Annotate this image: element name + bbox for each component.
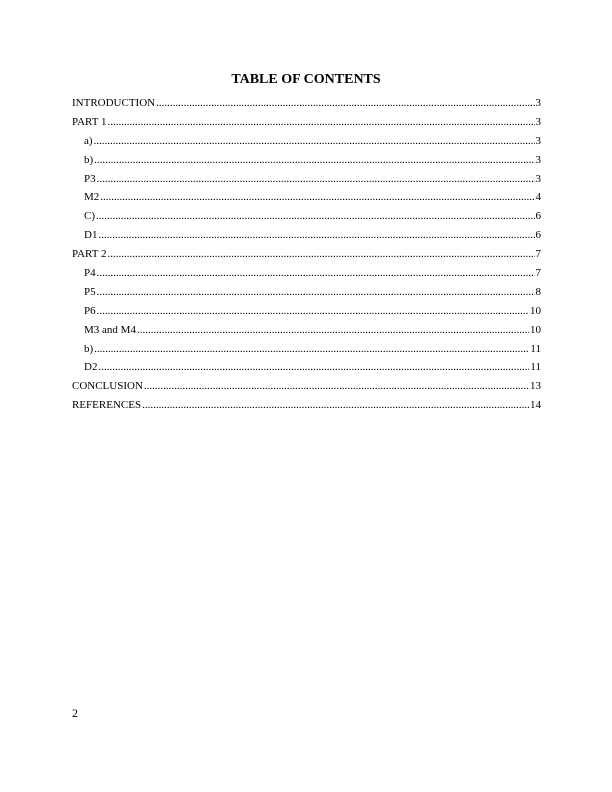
page-number: 2: [72, 706, 78, 720]
toc-entry-label: P6: [84, 304, 96, 317]
toc-entry-label: D1: [84, 229, 98, 242]
dot-leader: [97, 170, 535, 189]
toc-entry-b[interactable]: [72, 151, 541, 170]
toc-entry-page: 6: [535, 229, 541, 242]
dot-leader: [137, 321, 529, 340]
dot-leader: [98, 358, 529, 377]
toc-entry-p6[interactable]: [72, 302, 541, 321]
toc-entry-p5[interactable]: [72, 283, 541, 302]
toc-entry-a[interactable]: [72, 132, 541, 151]
toc-entry-page: 10: [530, 304, 541, 317]
toc-entry-p4[interactable]: [72, 264, 541, 283]
toc-title: TABLE OF CONTENTS: [231, 72, 381, 87]
toc-entry-label: INTRODUCTION: [72, 97, 156, 109]
toc-entry-page: 13: [530, 380, 541, 393]
toc-entry-page: 3: [535, 115, 541, 128]
toc-entry-c[interactable]: [72, 207, 541, 226]
dot-leader: [94, 151, 534, 170]
toc-entry-label: D2: [84, 361, 98, 374]
toc-entry-page: 3: [535, 134, 541, 147]
dot-leader: [108, 113, 535, 132]
dot-leader: [94, 340, 529, 359]
toc-entry-page: 3: [535, 153, 541, 166]
toc-entry-m2[interactable]: [72, 188, 541, 207]
toc-entry-m3-m4[interactable]: [72, 321, 541, 340]
toc-entry-page: 14: [530, 399, 541, 412]
dot-leader: [144, 377, 529, 396]
dot-leader: [100, 188, 534, 207]
toc-entry-d2[interactable]: [72, 358, 541, 377]
toc-entry-b-2[interactable]: [72, 340, 541, 359]
toc-entry-label: b): [84, 153, 94, 166]
toc-entry-page: 8: [535, 285, 541, 298]
toc-entry-page: 4: [535, 191, 541, 204]
toc-entry-page: 3: [535, 172, 541, 185]
dot-leader: [97, 264, 535, 283]
toc-entry-d1[interactable]: [72, 226, 541, 245]
toc-entry-references[interactable]: [72, 396, 541, 415]
dot-leader: [142, 396, 529, 415]
toc-list: [72, 94, 541, 415]
toc-entry-page: 11: [530, 361, 541, 374]
toc-entry-page: 11: [530, 342, 541, 355]
dot-leader: [108, 245, 535, 264]
toc-entry-part-2[interactable]: [72, 245, 541, 264]
toc-entry-label: P4: [84, 267, 96, 280]
toc-entry-label: PART 1: [72, 115, 107, 128]
toc-entry-page: 7: [535, 267, 541, 280]
toc-entry-page: 6: [535, 210, 541, 223]
toc-entry-label: P3: [84, 172, 96, 185]
toc-entry-page: 3: [535, 97, 541, 109]
toc-entry-label: M3 and M4: [84, 323, 136, 336]
toc-entry-label: CONCLUSION: [72, 380, 143, 393]
toc-entry-label: M2: [84, 191, 100, 204]
toc-entry-label: C): [84, 210, 95, 223]
toc-entry-conclusion[interactable]: [72, 377, 541, 396]
toc-entry-label: P5: [84, 285, 96, 298]
toc-entry-label: REFERENCES: [72, 399, 142, 412]
toc-entry-introduction[interactable]: [72, 94, 541, 113]
dot-leader: [98, 226, 534, 245]
toc-entry-page: 10: [530, 323, 541, 336]
dot-leader: [97, 302, 529, 321]
toc-entry-label: b): [84, 342, 94, 355]
dot-leader: [96, 207, 535, 226]
dot-leader: [94, 132, 535, 151]
toc-entry-label: PART 2: [72, 248, 107, 261]
toc-entry-part-1[interactable]: [72, 113, 541, 132]
toc-entry-label: a): [84, 134, 93, 147]
toc-entry-p3[interactable]: [72, 170, 541, 189]
dot-leader: [156, 94, 534, 113]
dot-leader: [97, 283, 535, 302]
toc-entry-page: 7: [535, 248, 541, 261]
